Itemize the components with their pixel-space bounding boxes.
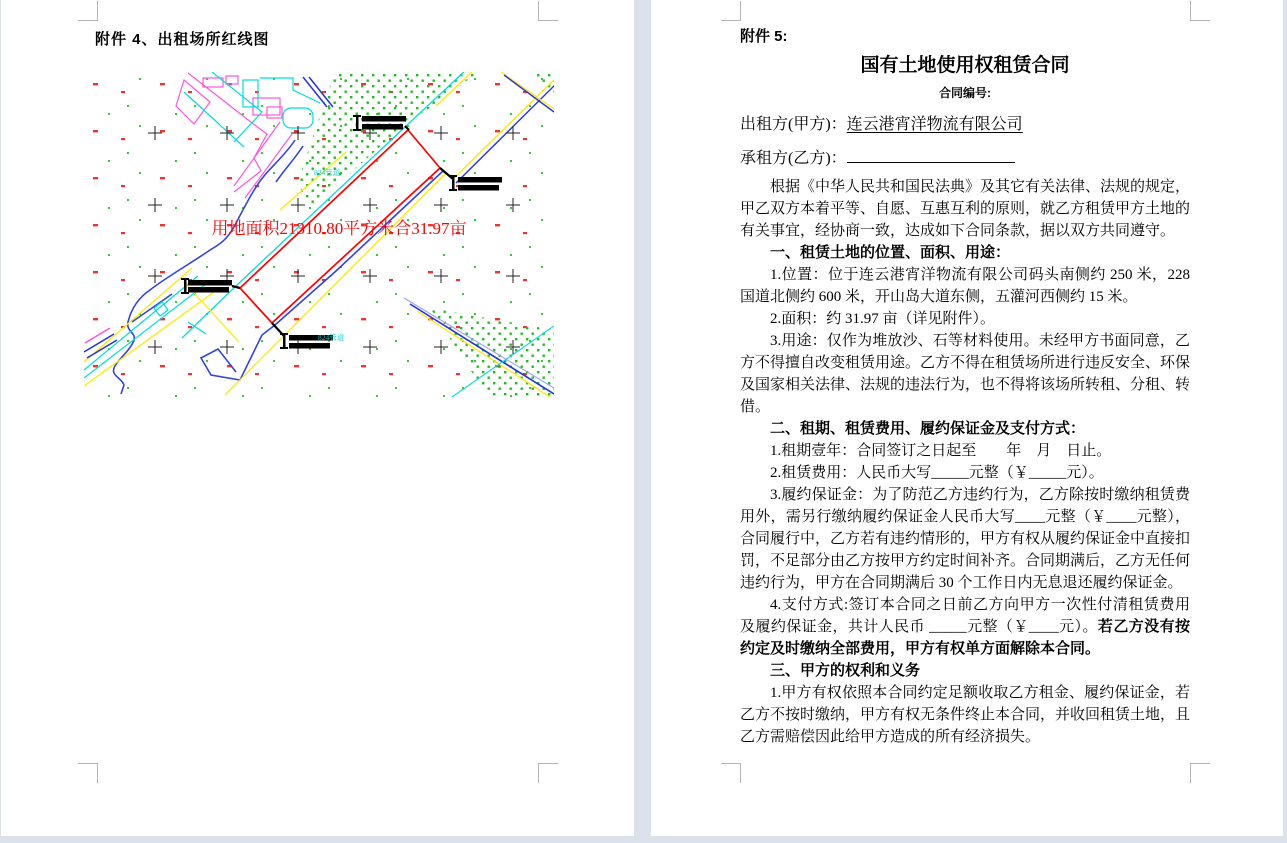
text-run: 4.支付方式:签订本合同之日前乙方向甲方一次性付清租赁费用及履约保证金，共计人民币 _____元整（￥____元）。	[740, 597, 1190, 635]
contract-paragraph	[740, 660, 1190, 682]
text-run: 2.面积：约 31.97 亩（详见附件）。	[770, 311, 996, 327]
page-2	[651, 0, 1283, 836]
contract-paragraph	[740, 440, 1190, 462]
crop-mark	[78, 1, 98, 21]
text-run: 承租方(乙方)：	[740, 150, 847, 167]
text-run: 若乙方没有按约定及时缴纳全部费用，甲方有权单方面解除本合同。	[740, 618, 1190, 657]
contract-body	[740, 26, 1190, 748]
text-run: 出租方(甲方)：	[740, 116, 847, 133]
contract-paragraph	[740, 142, 1190, 176]
attachment4-heading: 附件 4、出租场所红线图	[95, 31, 270, 48]
red-line-map	[84, 72, 554, 397]
contract-paragraph	[740, 594, 1190, 660]
pipeline-label-1: 824管道	[314, 168, 341, 177]
text-run: 国有土地使用权租赁合同	[860, 55, 1070, 76]
contract-paragraph	[740, 52, 1190, 80]
text-run: 3.用途：仅作为堆放沙、石等材料使用。未经甲方书面同意，乙方不得擅自改变租赁用途。乙方不得在租赁场所进行违反安全、环保及国家相关法律、法规的违法行为，也不得将该场所转租、分租、转借。	[740, 333, 1191, 415]
text-run	[847, 146, 1015, 163]
text-run: 一、租赁土地的位置、面积、用途：	[770, 244, 1011, 261]
contract-paragraph	[740, 682, 1190, 748]
crop-mark	[721, 763, 741, 783]
contract-paragraph	[740, 242, 1190, 264]
page-1	[1, 0, 634, 836]
crop-mark	[1190, 763, 1210, 783]
contract-paragraph	[740, 418, 1190, 440]
crop-mark	[721, 1, 741, 21]
contract-paragraph	[740, 484, 1190, 594]
contract-paragraph	[740, 330, 1190, 418]
contract-paragraph	[740, 108, 1190, 142]
text-run: 1.租期壹年：合同签订之日起至 年 月 日止。	[770, 443, 1112, 459]
crop-mark	[538, 763, 558, 783]
crop-mark	[78, 763, 98, 783]
crop-mark	[1190, 1, 1210, 21]
text-run: 根据《中华人民共和国民法典》及其它有关法律、法规的规定，甲乙双方本着平等、自愿、互惠互利的原则，就乙方租赁甲方土地的有关事宜，经协商一致，达成如下合同条款，据以双方共同遵守。	[740, 179, 1191, 239]
text-run: 三、甲方的权利和义务	[770, 662, 921, 679]
text-run: 附件 5:	[740, 28, 788, 45]
pipeline-label-2: 824管道	[318, 333, 345, 342]
contract-paragraph	[740, 308, 1190, 330]
crop-mark	[538, 1, 558, 21]
text-run: 连云港宵洋物流有限公司	[846, 116, 1023, 133]
contract-paragraph	[740, 176, 1190, 242]
land-area-label: 用地面积21310.80平方米合31.97亩	[211, 219, 467, 238]
text-run: 1.位置：位于连云港宵洋物流有限公司码头南侧约 250 米，228国道北侧约 600 米，开山岛大道东侧，五灌河西侧约 15 米。	[740, 267, 1190, 305]
text-run: 合同编号:	[939, 86, 991, 100]
text-run: 2.租赁费用：人民币大写_____元整（￥_____元）。	[770, 465, 1104, 481]
text-run: 3.履约保证金：为了防范乙方违约行为，乙方除按时缴纳租赁费用外，需另行缴纳履约保证金人民币大写____元整（￥____元整），合同履行中，乙方若有违约情形的，甲方有权从履约保证金中直接扣罚，不足部分由乙方按甲方约定时间补齐。合同期满后，乙方无任何违约行为，甲方在合同期满后 30 个工作日内无息退还履约保证金。	[740, 487, 1191, 591]
text-run: 二、租期、租赁费用、履约保证金及支付方式：	[770, 420, 1086, 437]
contract-paragraph	[740, 462, 1190, 484]
contract-paragraph	[740, 84, 1190, 102]
contract-paragraph	[740, 264, 1190, 308]
red-line-map-figure	[84, 72, 554, 397]
text-run: 1.甲方有权依照本合同约定足额收取乙方租金、履约保证金，若乙方不按时缴纳，甲方有权无条件终止本合同，并收回租赁土地，且乙方需赔偿因此给甲方造成的所有经济损失。	[740, 685, 1191, 745]
contract-paragraph	[740, 26, 1190, 48]
